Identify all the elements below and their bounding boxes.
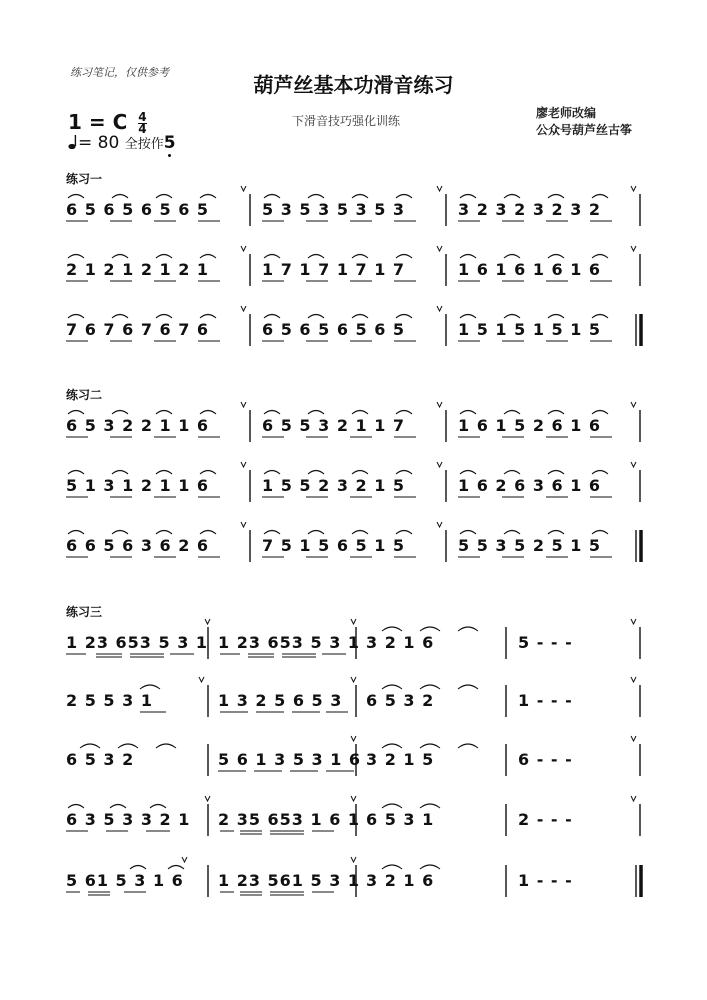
measure: 1 23 653 5 3 1 [66,633,209,652]
measure: 7 6 7 6 7 6 7 6 [66,320,210,339]
measure: 1 3 2 5 6 5 3 [218,691,343,710]
measure: 2 - - - [518,810,573,829]
measure: 6 5 3 2 [366,691,435,710]
measure: 1 23 561 5 3 1 [218,871,361,890]
measure: 6 3 5 3 3 2 1 [66,810,191,829]
measure: 6 5 3 2 2 1 1 6 [66,416,210,435]
measure: 6 5 3 1 [366,810,435,829]
key-label: 1 = C [68,110,128,134]
measure: 1 23 653 5 3 1 [218,633,361,652]
measure: 1 6 1 6 1 6 1 6 [458,260,602,279]
measure: 3 2 1 5 [366,750,435,769]
tempo-value: = 80 [78,133,120,153]
measure: 1 7 1 7 1 7 1 7 [262,260,406,279]
measure: 5 61 5 3 1 6 [66,871,184,890]
measure: 2 35 653 1 6 1 [218,810,361,829]
time-denominator: 4 [138,122,147,136]
measure: 3 2 1 6 [366,633,435,652]
measure: 3 2 1 6 [366,871,435,890]
page-subtitle: 下滑音技巧强化训练 [292,114,401,128]
measure: 5 5 3 5 2 5 1 5 [458,536,602,555]
credit-arranger: 廖老师改编 [536,106,597,120]
measure: 6 - - - [518,750,573,769]
measure: 5 1 3 1 2 1 1 6 [66,476,210,495]
measure: 3 2 3 2 3 2 3 2 [458,200,602,219]
measure: 5 6 1 3 5 3 1 6 [218,750,362,769]
measure: 1 - - - [518,871,573,890]
header-note: 练习笔记，仅供参考 [70,66,169,79]
measure: 7 5 1 5 6 5 1 5 [262,536,406,555]
measure: 5 - - - [518,633,573,652]
measure: 1 5 1 5 1 5 1 5 [458,320,602,339]
section-label-1: 练习一 [66,172,103,186]
measure: 2 5 5 3 1 [66,691,153,710]
measure: 1 5 5 2 3 2 1 5 [262,476,406,495]
measure: 2 1 2 1 2 1 2 1 [66,260,210,279]
fingering-digit: 5 [163,133,176,153]
measure: 1 6 1 5 2 6 1 6 [458,416,602,435]
section-label-3: 练习三 [66,605,103,619]
time-numerator: 4 [138,110,147,124]
fingering-label: 全按作 [124,137,164,152]
measure: 6 5 6 5 6 5 6 5 [262,320,406,339]
measure: 1 - - - [518,691,573,710]
measure: 6 5 6 5 6 5 6 5 [66,200,210,219]
measure: 6 5 5 3 2 1 1 7 [262,416,406,435]
measure: 6 6 5 6 3 6 2 6 [66,536,210,555]
measure: 1 6 2 6 3 6 1 6 [458,476,602,495]
measure: 6 5 3 2 [66,750,135,769]
measure: 5 3 5 3 5 3 5 3 [262,200,406,219]
credit-account: 公众号葫芦丝古筝 [536,123,633,137]
page-title: 葫芦丝基本功滑音练习 [253,73,454,97]
section-label-2: 练习二 [66,388,103,402]
